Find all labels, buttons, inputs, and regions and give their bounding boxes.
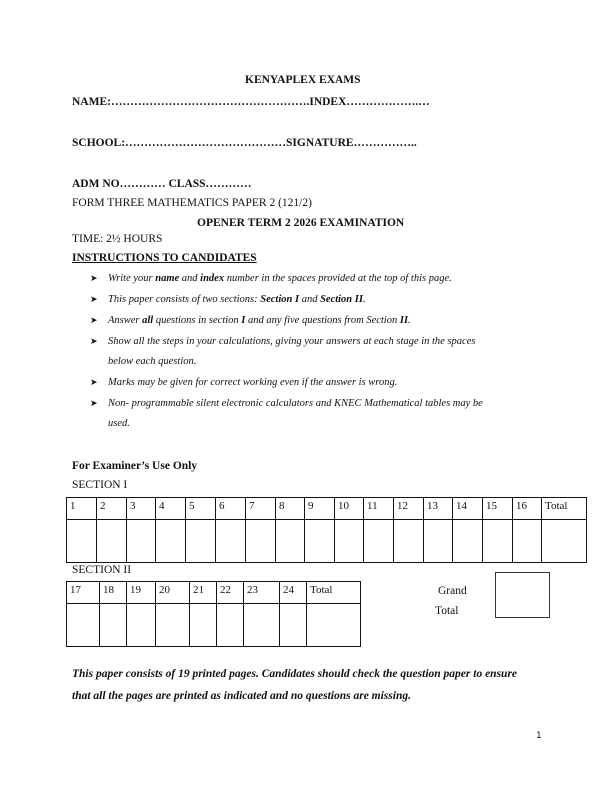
question-number-cell: 5 [186, 498, 216, 520]
emphasis-text: name [155, 273, 180, 284]
total-score-cell [542, 520, 587, 563]
emphasis-text: II [399, 315, 409, 326]
score-cell [246, 520, 276, 563]
emphasis-text: I [241, 315, 246, 326]
question-number-cell: 3 [127, 498, 156, 520]
instruction-text: . [408, 315, 411, 326]
score-cell [483, 520, 513, 563]
score-cell [364, 520, 394, 563]
emphasis-text: index [200, 273, 225, 284]
instruction-text: . [362, 294, 366, 305]
arrow-bullet-icon: ➤ [90, 336, 98, 346]
section-1-score-table [66, 497, 587, 563]
question-number-cell: 18 [100, 582, 127, 604]
arrow-bullet-icon: ➤ [90, 294, 98, 304]
score-cell [276, 520, 305, 563]
score-cell [244, 604, 280, 647]
instruction-continuation: below each question. [108, 356, 197, 367]
instruction-item [90, 273, 452, 284]
score-cell [394, 520, 424, 563]
score-cell [127, 520, 156, 563]
exam-name: OPENER TERM 2 2026 EXAMINATION [197, 217, 405, 229]
instruction-text: Answer [108, 315, 143, 326]
question-number-cell: 2 [97, 498, 127, 520]
emphasis-text: Section I [260, 294, 300, 305]
instruction-continuation: used. [108, 418, 130, 429]
instructions-heading: INSTRUCTIONS TO CANDIDATES [72, 252, 257, 264]
question-number-cell: 20 [156, 582, 190, 604]
instruction-text: and [299, 294, 321, 305]
instruction-text: number in the spaces provided at the top of this page. [224, 273, 452, 284]
instruction-item [90, 398, 483, 409]
instruction-text: Marks may be given for correct working even if the answer is wrong. [108, 377, 398, 388]
score-cell [97, 520, 127, 563]
score-cell [280, 604, 307, 647]
instruction-text: questions in section [153, 315, 242, 326]
score-cell [67, 604, 100, 647]
instruction-text: This paper consists of two sections: [108, 294, 261, 305]
question-number-cell: 12 [394, 498, 424, 520]
score-cell [156, 604, 190, 647]
instruction-text: and [179, 273, 201, 284]
total-header-cell: Total [542, 498, 587, 520]
question-number-cell: 22 [217, 582, 244, 604]
total-score-cell [307, 604, 361, 647]
grand-total-label-line1: Grand [438, 585, 467, 597]
question-number-cell: 9 [305, 498, 335, 520]
pages-note-line2: that all the pages are printed as indicated and no questions are missing. [72, 690, 411, 702]
question-number-cell: 10 [335, 498, 364, 520]
emphasis-text: Section II [320, 294, 363, 305]
score-cell [217, 604, 244, 647]
score-row [67, 520, 587, 563]
question-number-cell: 19 [127, 582, 156, 604]
arrow-bullet-icon: ➤ [90, 398, 98, 408]
question-number-cell: 16 [513, 498, 542, 520]
question-number-cell: 4 [156, 498, 186, 520]
question-number-cell: 15 [483, 498, 513, 520]
score-cell [335, 520, 364, 563]
instruction-item [90, 315, 411, 326]
instruction-item [90, 294, 366, 305]
section-2-score-table [66, 581, 361, 647]
table-header-row [67, 498, 587, 520]
score-cell [216, 520, 246, 563]
section-1-label: SECTION I [72, 479, 128, 491]
score-cell [127, 604, 156, 647]
grand-total-label-line2: Total [435, 605, 459, 617]
question-number-cell: 6 [216, 498, 246, 520]
score-cell [67, 520, 97, 563]
grand-total-box [495, 572, 550, 618]
time-allowed: TIME: 2½ HOURS [72, 233, 163, 245]
exam-title: KENYAPLEX EXAMS [245, 74, 361, 86]
score-row [67, 604, 361, 647]
instruction-item [90, 377, 397, 388]
question-number-cell: 13 [424, 498, 453, 520]
arrow-bullet-icon: ➤ [90, 377, 98, 387]
page-number: 1 [536, 731, 542, 741]
emphasis-text: all [142, 315, 154, 326]
question-number-cell: 11 [364, 498, 394, 520]
section-2-label: SECTION II [72, 564, 132, 576]
score-cell [156, 520, 186, 563]
question-number-cell: 24 [280, 582, 307, 604]
question-number-cell: 21 [190, 582, 217, 604]
score-cell [186, 520, 216, 563]
question-number-cell: 7 [246, 498, 276, 520]
examiner-heading: For Examiner’s Use Only [72, 460, 198, 472]
score-cell [424, 520, 453, 563]
instruction-text: Non- programmable silent electronic calculators and KNEC Mathematical tables may be [108, 398, 483, 409]
instruction-text: Write your [108, 273, 156, 284]
arrow-bullet-icon: ➤ [90, 315, 98, 325]
school-signature-line: SCHOOL:……………………………………SIGNATURE…………….. [72, 137, 417, 149]
score-cell [453, 520, 483, 563]
question-number-cell: 17 [67, 582, 100, 604]
name-index-line: NAME:…………………………………………….INDEX……………….… [72, 96, 430, 108]
score-cell [190, 604, 217, 647]
question-number-cell: 23 [244, 582, 280, 604]
adm-class-line: ADM NO………… CLASS………… [72, 178, 252, 190]
table-header-row [67, 582, 361, 604]
question-number-cell: 1 [67, 498, 97, 520]
question-number-cell: 14 [453, 498, 483, 520]
instruction-text: Show all the steps in your calculations, giving your answers at each stage in the spaces [108, 336, 476, 347]
paper-title: FORM THREE MATHEMATICS PAPER 2 (121/2) [72, 197, 312, 209]
pages-note-line1: This paper consists of 19 printed pages. Candidates should check the question paper to ensure [72, 668, 518, 680]
instruction-text: and any five questions from Section [245, 315, 400, 326]
arrow-bullet-icon: ➤ [90, 273, 98, 283]
score-cell [513, 520, 542, 563]
total-header-cell: Total [307, 582, 361, 604]
question-number-cell: 8 [276, 498, 305, 520]
score-cell [100, 604, 127, 647]
instruction-item [90, 336, 475, 347]
score-cell [305, 520, 335, 563]
